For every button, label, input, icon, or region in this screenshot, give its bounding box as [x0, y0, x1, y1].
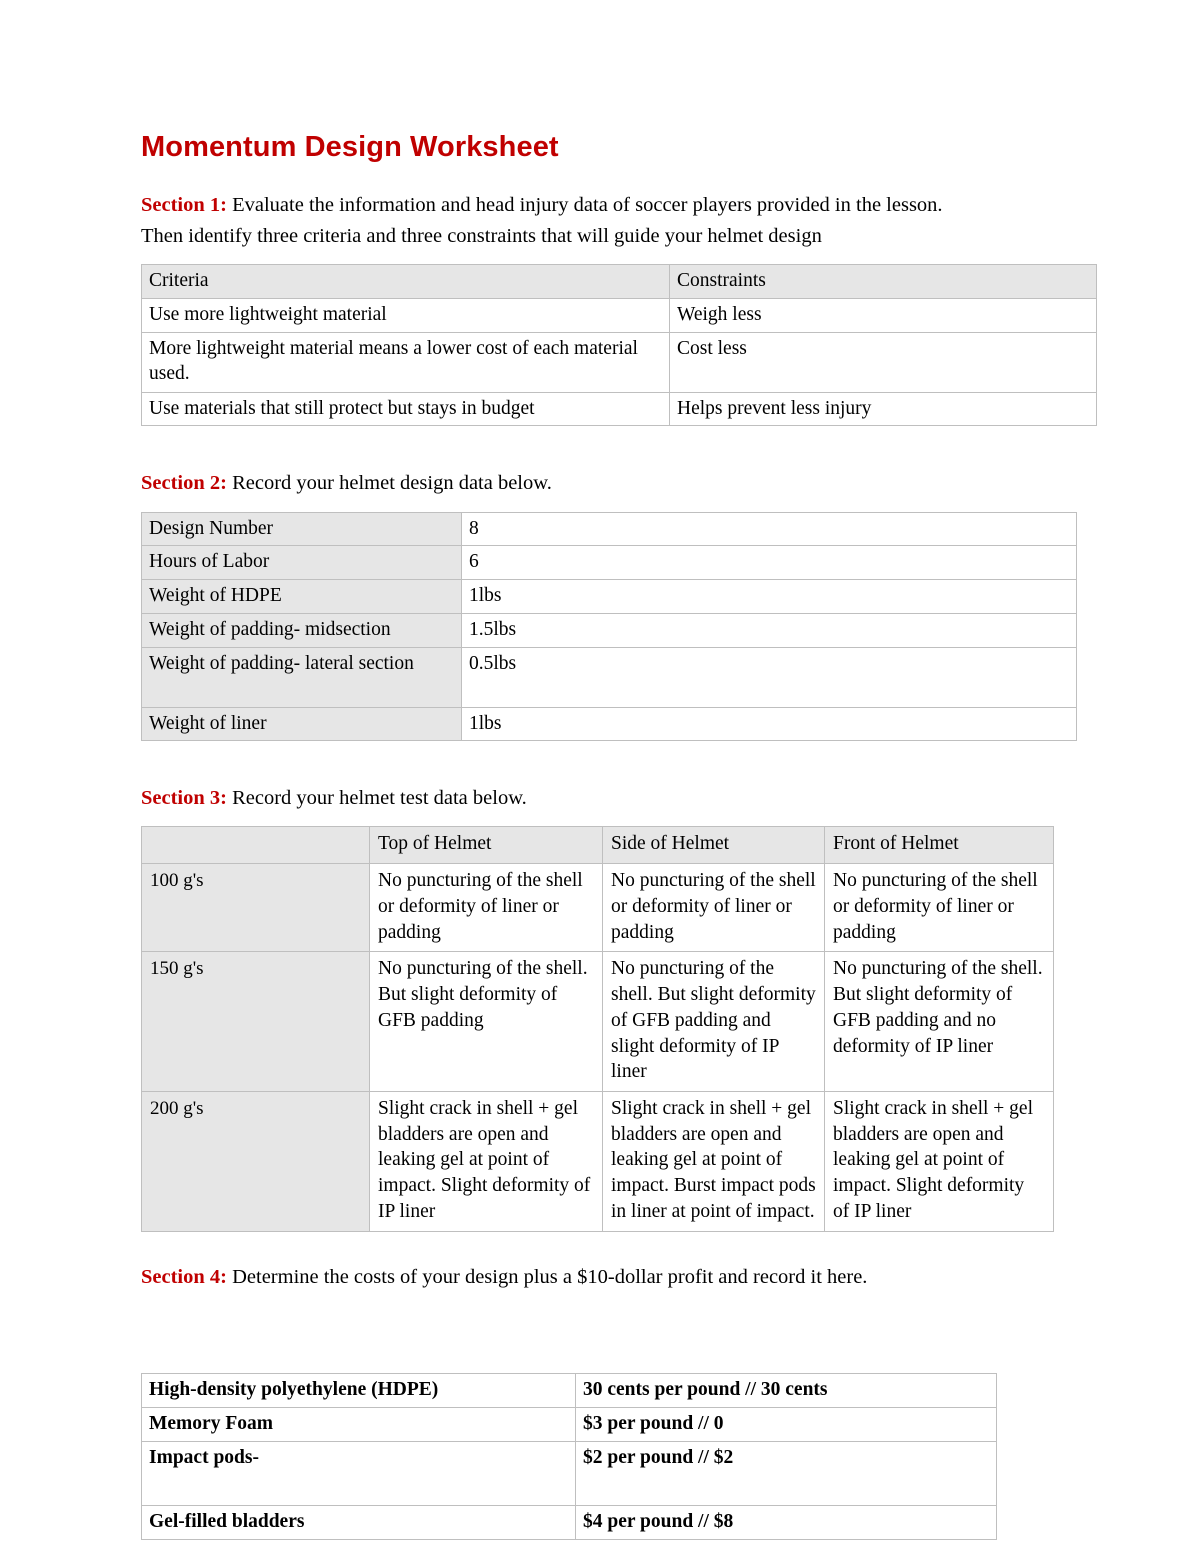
table-row: [142, 647, 1077, 707]
table-row: [142, 864, 1054, 952]
table-row: [142, 1441, 997, 1505]
section-1-label: Section 1:: [141, 193, 227, 216]
table-row: [142, 613, 1077, 647]
row-value-weight-hdpe: 1lbs: [462, 580, 1077, 614]
section-3-label: Section 3:: [141, 787, 227, 810]
row-value-weight-liner: 1lbs: [462, 707, 1077, 741]
helmet-design-data-table: [141, 512, 1077, 742]
section-3-instructions: [141, 783, 1101, 814]
column-header-criteria: Criteria: [142, 265, 670, 299]
spacer: [141, 426, 1101, 468]
test-result-top: Slight crack in shell + gel bladders are open and leaking gel at point of impact. Slight deformity of IP liner: [370, 1092, 603, 1232]
helmet-test-data-table: [141, 826, 1054, 1231]
column-header-constraints: Constraints: [670, 265, 1097, 299]
table-row: [142, 1373, 997, 1407]
spacer: [141, 1305, 1101, 1367]
section-3-text: Record your helmet test data below.: [226, 787, 527, 810]
table-header-row: [142, 265, 1097, 299]
criteria-cell: More lightweight material means a lower cost of each material used.: [142, 332, 670, 392]
test-result-side: Slight crack in shell + gel bladders are open and leaking gel at point of impact. Burst impact pods in liner at point of impact.: [603, 1092, 825, 1232]
table-row: [142, 298, 1097, 332]
material-name-gel-bladders: Gel-filled bladders: [142, 1505, 576, 1539]
table-header-row: [142, 827, 1054, 864]
test-result-top: No puncturing of the shell or deformity of liner or padding: [370, 864, 603, 952]
table-row: [142, 952, 1054, 1092]
test-result-front: No puncturing of the shell. But slight deformity of GFB padding and no deformity of IP liner: [825, 952, 1054, 1092]
constraint-cell: Helps prevent less injury: [670, 392, 1097, 426]
column-header-side-of-helmet: Side of Helmet: [603, 827, 825, 864]
material-cost-hdpe: 30 cents per pound // 30 cents: [576, 1373, 997, 1407]
row-label-weight-padding-lateral: Weight of padding- lateral section: [142, 647, 462, 707]
criteria-constraints-table: [141, 264, 1097, 426]
section-4-instructions: [141, 1262, 1101, 1293]
page-content: [141, 132, 1101, 1540]
constraint-cell: Cost less: [670, 332, 1097, 392]
constraint-cell: Weigh less: [670, 298, 1097, 332]
section-2-text: Record your helmet design data below.: [226, 472, 552, 495]
table-row: [142, 707, 1077, 741]
material-name-impact-pods: Impact pods-: [142, 1441, 576, 1505]
row-label-force: 200 g's: [142, 1092, 370, 1232]
section-1-text-line-1: Evaluate the information and head injury data of soccer players provided in the lesson.: [226, 193, 943, 216]
section-1-instructions: [141, 190, 1101, 252]
table-row: [142, 392, 1097, 426]
row-label-design-number: Design Number: [142, 512, 462, 546]
column-header-top-of-helmet: Top of Helmet: [370, 827, 603, 864]
material-cost-memory-foam: $3 per pound // 0: [576, 1407, 997, 1441]
test-result-front: No puncturing of the shell or deformity of liner or padding: [825, 864, 1054, 952]
row-value-design-number: 8: [462, 512, 1077, 546]
column-header-blank: [142, 827, 370, 864]
row-label-force: 100 g's: [142, 864, 370, 952]
section-4-text: Determine the costs of your design plus a $10-dollar profit and record it here.: [226, 1265, 868, 1288]
row-value-hours-of-labor: 6: [462, 546, 1077, 580]
test-result-side: No puncturing of the shell. But slight deformity of GFB padding and slight deformity of IP liner: [603, 952, 825, 1092]
test-result-top: No puncturing of the shell. But slight deformity of GFB padding: [370, 952, 603, 1092]
table-row: [142, 332, 1097, 392]
spacer: [141, 1232, 1101, 1262]
test-result-front: Slight crack in shell + gel bladders are open and leaking gel at point of impact. Slight deformity of IP liner: [825, 1092, 1054, 1232]
section-2-instructions: [141, 468, 1101, 499]
row-label-hours-of-labor: Hours of Labor: [142, 546, 462, 580]
table-row: [142, 1407, 997, 1441]
test-result-side: No puncturing of the shell or deformity of liner or padding: [603, 864, 825, 952]
material-cost-impact-pods: $2 per pound // $2: [576, 1441, 997, 1505]
page-title: Momentum Design Worksheet: [141, 131, 559, 163]
material-name-hdpe: High-density polyethylene (HDPE): [142, 1373, 576, 1407]
table-row: [142, 546, 1077, 580]
section-4-label: Section 4:: [141, 1265, 227, 1288]
column-header-front-of-helmet: Front of Helmet: [825, 827, 1054, 864]
material-cost-gel-bladders: $4 per pound // $8: [576, 1505, 997, 1539]
row-value-weight-padding-midsection: 1.5lbs: [462, 613, 1077, 647]
row-label-weight-padding-midsection: Weight of padding- midsection: [142, 613, 462, 647]
table-row: [142, 580, 1077, 614]
criteria-cell: Use more lightweight material: [142, 298, 670, 332]
section-2-label: Section 2:: [141, 472, 227, 495]
spacer: [141, 741, 1101, 783]
material-name-memory-foam: Memory Foam: [142, 1407, 576, 1441]
table-row: [142, 1092, 1054, 1232]
row-label-force: 150 g's: [142, 952, 370, 1092]
row-label-weight-liner: Weight of liner: [142, 707, 462, 741]
row-label-weight-hdpe: Weight of HDPE: [142, 580, 462, 614]
criteria-cell: Use materials that still protect but stays in budget: [142, 392, 670, 426]
table-row: [142, 1505, 997, 1539]
material-cost-table: [141, 1373, 997, 1540]
row-value-weight-padding-lateral: 0.5lbs: [462, 647, 1077, 707]
section-1-text-line-2: Then identify three criteria and three constraints that will guide your helmet design: [141, 225, 822, 248]
table-row: [142, 512, 1077, 546]
